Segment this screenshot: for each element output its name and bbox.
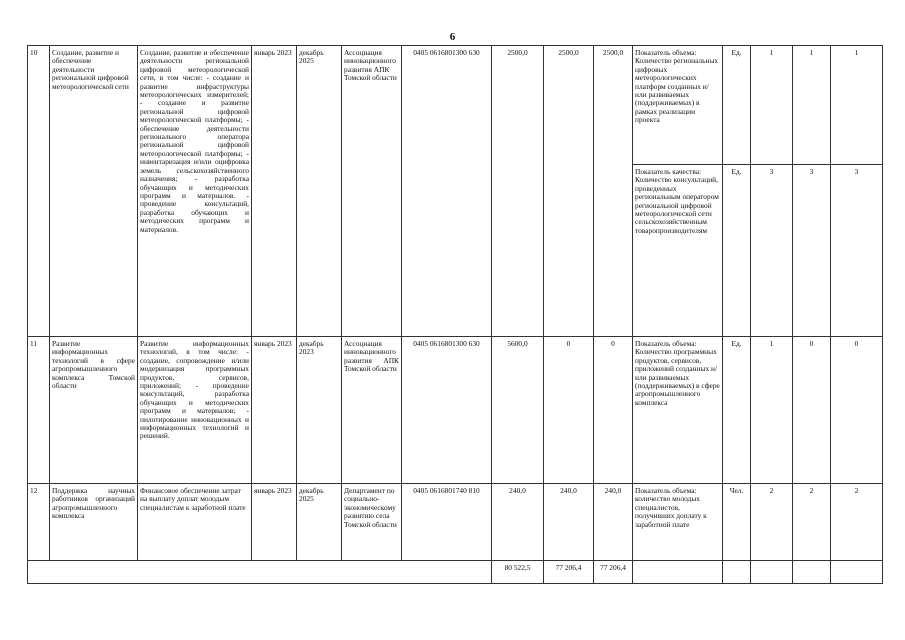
measure-description: Развитие информационных технологий, в том числе: - создание, сопровождение и/или модернизация программных продуктов, сервисов, приложений; - проведение консультаций, разработка обучающих и методических программ и материалов; - пилотирование инновационных и информационных технологий и решений.	[138, 337, 252, 484]
measure-description: Создание, развитие и обеспечение деятельности региональной цифровой метеорологической сети, в том числе: - создание и развитие инфраструктуры метеорологических измерителей; - создание и развитие региональной цифровой метеорологической платформы; - обеспечение деятельности регионального оператора региональной цифровой метеорологической платформы; - инвентаризация и/или оцифровка земель сельскохозяйственного назначения; - разработка обучающих и методических программ и материалов. - проведение консультаций, разработка обучающих и методических программ и материалов.	[138, 46, 252, 337]
funding-year-1: 5600,0	[492, 337, 544, 484]
row-number: 11	[28, 337, 50, 484]
row-number: 10	[28, 46, 50, 337]
table-row	[28, 337, 883, 484]
start-date: январь 2023	[252, 484, 297, 561]
totals-row	[28, 561, 883, 584]
table-row	[28, 46, 883, 165]
funding-year-3: 0	[594, 337, 633, 484]
end-date: декабрь 2023	[297, 337, 342, 484]
indicator-text: Показатель объема: количество молодых специалистов, получивших доплату к заработной плате	[633, 484, 723, 561]
indicator-unit: Ед.	[723, 337, 751, 484]
funding-year-2: 0	[544, 337, 594, 484]
empty-cell	[633, 561, 723, 584]
budget-code: 0405 0616801740 810	[402, 484, 492, 561]
indicator-value-3: 1	[831, 46, 883, 165]
indicator-value-1: 2	[751, 484, 793, 561]
funding-year-1: 240,0	[492, 484, 544, 561]
funding-year-1: 2500,0	[492, 46, 544, 337]
measure-description: Финансовое обеспечение затрат на выплату доплат молодым специалистам к заработной плате	[138, 484, 252, 561]
empty-cell	[831, 561, 883, 584]
indicator-value-1: 3	[751, 165, 793, 337]
indicator-value-2: 3	[793, 165, 831, 337]
measure-name: Развитие информационных технологий в сфере агропромышленного комплекса Томской области	[50, 337, 138, 484]
page-number: 6	[449, 31, 456, 43]
total-year-1: 80 522,5	[492, 561, 544, 584]
measure-name: Создание, развитие и обеспечение деятельности региональной цифровой метеорологической сети	[50, 46, 138, 337]
funding-year-3: 2500,0	[594, 46, 633, 337]
end-date: декабрь 2025	[297, 484, 342, 561]
funding-year-3: 240,0	[594, 484, 633, 561]
total-year-3: 77 206,4	[594, 561, 633, 584]
empty-cell	[723, 561, 751, 584]
indicator-unit: Ед.	[723, 165, 751, 337]
indicator-value-1: 1	[751, 46, 793, 165]
budget-code: 0405 0616801300 630	[402, 337, 492, 484]
indicator-value-3: 0	[831, 337, 883, 484]
indicator-value-2: 1	[793, 46, 831, 165]
empty-cell	[793, 561, 831, 584]
empty-cell	[751, 561, 793, 584]
indicator-unit: Ед.	[723, 46, 751, 165]
budget-code: 0405 0616801300 630	[402, 46, 492, 337]
executor: Департамент по социально-экономическому развитию села Томской области	[342, 484, 402, 561]
executor: Ассоциация инновационного развития АПК Томской области	[342, 46, 402, 337]
indicator-value-3: 2	[831, 484, 883, 561]
indicator-text: Показатель объема: Количество региональных цифровых метеорологических платформ созданных и/или развиваемых (поддерживаемых) в рамках реализации проекта	[633, 46, 723, 165]
totals-label-cell	[28, 561, 492, 584]
end-date: декабрь 2025	[297, 46, 342, 337]
indicator-text: Показатель объема: Количество программных продуктов, сервисов, приложений созданных и/или развиваемых (поддерживаемых) в сфере агропромышленного комплекса	[633, 337, 723, 484]
indicator-value-3: 3	[831, 165, 883, 337]
total-year-2: 77 206,4	[544, 561, 594, 584]
start-date: январь 2023	[252, 337, 297, 484]
indicator-value-2: 0	[793, 337, 831, 484]
program-table	[27, 45, 883, 584]
indicator-value-1: 1	[751, 337, 793, 484]
table-row	[28, 484, 883, 561]
executor: Ассоциация инновационного развития АПК Томской области	[342, 337, 402, 484]
measure-name: Поддержка научных работников организаций агропромышленного комплекса	[50, 484, 138, 561]
indicator-text: Показатель качества: Количество консультаций, проведенных региональным оператором региональной цифровой метеорологической сети сельскохозяйственным товаропроизводителям	[633, 165, 723, 337]
start-date: январь 2023	[252, 46, 297, 337]
funding-year-2: 2500,0	[544, 46, 594, 337]
funding-year-2: 240,0	[544, 484, 594, 561]
indicator-value-2: 2	[793, 484, 831, 561]
row-number: 12	[28, 484, 50, 561]
indicator-unit: Чел.	[723, 484, 751, 561]
